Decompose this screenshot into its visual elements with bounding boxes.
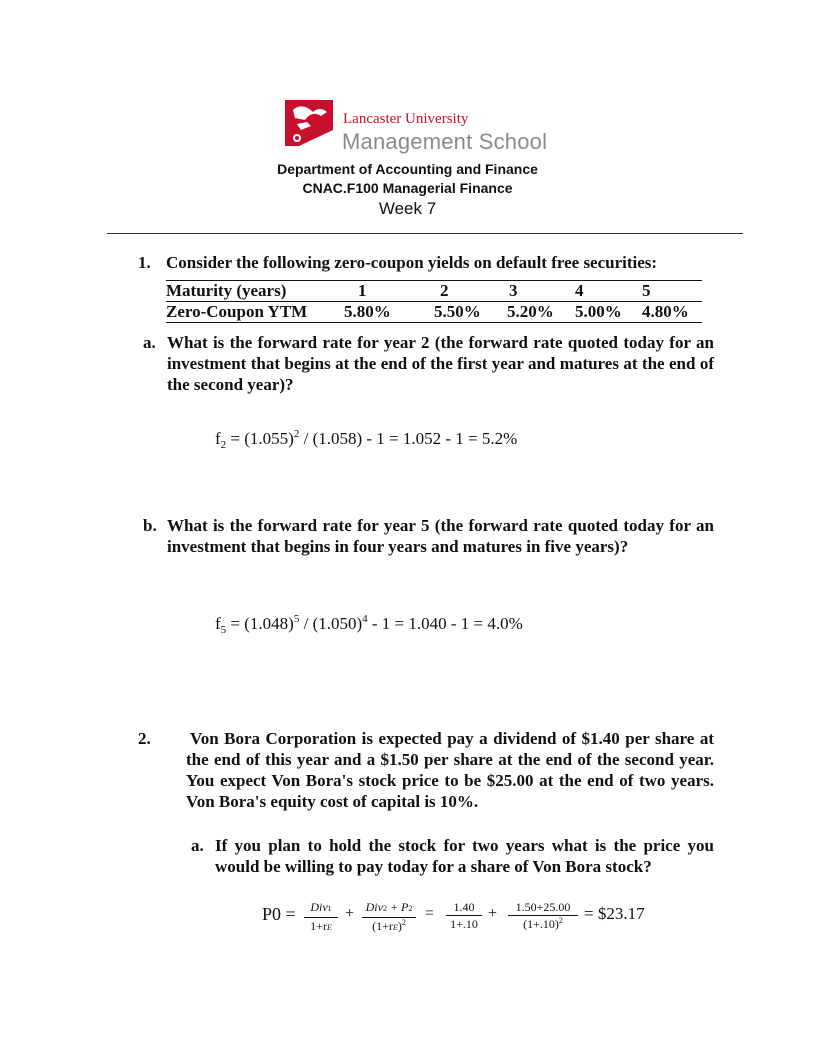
school-name: Management School <box>342 129 548 154</box>
week-label: Week 7 <box>378 199 437 218</box>
frac-sub: E <box>326 923 332 932</box>
equals-sign: = <box>425 905 435 922</box>
frac-den: 1+.10 <box>450 917 478 931</box>
p0-label: P0 = <box>262 904 296 924</box>
table-cell: 5.80% <box>344 302 434 323</box>
maturity-row <box>166 281 702 302</box>
frac-den: 1+r <box>310 919 327 933</box>
lancaster-logo <box>285 100 333 146</box>
result-value: = $23.17 <box>584 904 645 923</box>
frac-exp: 2 <box>558 916 563 925</box>
frac-den: (1+.10) <box>523 917 559 931</box>
formula-part: - 1 = 1.040 - 1 = 4.0% <box>367 614 523 633</box>
table-cell: 4 <box>575 281 642 302</box>
university-name: Lancaster University <box>343 111 469 127</box>
q1b-label: b. <box>143 516 157 535</box>
frac-num: Div <box>310 900 328 914</box>
table-cell: 1 <box>344 281 434 302</box>
fraction-140 <box>446 900 482 931</box>
formula-part: / (1.058) - 1 = 1.052 - 1 = 5.2% <box>299 429 518 448</box>
table-cell: 5.50% <box>434 302 507 323</box>
department-title: Department of Accounting and Finance <box>277 161 538 177</box>
fraction-div2 <box>362 900 416 935</box>
frac-num: 1.50+25.00 <box>515 900 571 914</box>
table-cell: 5.00% <box>575 302 642 323</box>
formula-subscript: 2 <box>220 439 227 451</box>
table-cell: 4.80% <box>642 302 702 323</box>
row-label: Maturity (years) <box>166 281 344 302</box>
q2a-text: If you plan to hold the stock for two years what is the price you would be willing to pay today for a share of Von Bora stock? <box>215 836 714 876</box>
q2-text: Von Bora Corporation is expected pay a dividend of $1.40 per share at the end of this year and a $1.50 per share at the end of the second year. You expect Von Bora's stock price to be $25.00 at the end of two years. Von Bora's equity cost of capital is 10%. <box>186 729 714 811</box>
q2a-label: a. <box>191 836 204 855</box>
yield-row <box>166 302 702 323</box>
frac-sub: 1 <box>327 904 332 913</box>
frac-sub: 2 <box>382 904 387 913</box>
plus-sign: + <box>345 905 355 922</box>
yields-table <box>166 280 702 323</box>
q1-prompt: Consider the following zero-coupon yields on default free securities: <box>166 253 658 272</box>
q2-number: 2. <box>138 729 151 748</box>
frac-sub: E <box>392 923 398 932</box>
q1a-formula <box>215 429 517 449</box>
table-cell: 5.20% <box>507 302 575 323</box>
formula-exponent: 5 <box>293 613 300 625</box>
formula-var: f <box>215 614 221 633</box>
plus-sign: + <box>488 905 498 922</box>
formula-subscript: 5 <box>220 624 227 636</box>
table-cell: 5 <box>642 281 702 302</box>
frac-exp: 2 <box>401 918 406 927</box>
q1b-text: What is the forward rate for year 5 (the forward rate quoted today for an investment that begins in four years and matures in five years)? <box>167 516 714 556</box>
frac-sub: 2 <box>408 904 413 913</box>
formula-var: f <box>215 429 221 448</box>
q1a-text: What is the forward rate for year 2 (the forward rate quoted today for an investment that begins at the end of the first year and matures at the end of the second year)? <box>167 333 714 394</box>
formula-part: = (1.055) <box>226 429 294 448</box>
formula-exponent: 2 <box>293 428 300 440</box>
q1b-formula <box>215 614 523 634</box>
frac-num: 1.40 <box>453 900 475 914</box>
formula-part: / (1.050) <box>299 614 363 633</box>
formula-part: = (1.048) <box>226 614 294 633</box>
fraction-div1 <box>304 900 338 935</box>
formula-exponent: 4 <box>362 613 368 625</box>
table-cell: 3 <box>507 281 575 302</box>
q1a-label: a. <box>143 333 156 352</box>
table-cell: 2 <box>434 281 507 302</box>
frac-den: (1+r <box>372 919 393 933</box>
q1-number: 1. <box>138 253 151 272</box>
fraction-2650 <box>508 900 578 933</box>
course-title: CNAC.F100 Managerial Finance <box>302 180 513 196</box>
frac-den-tail: ) <box>397 919 402 933</box>
frac-num: Div <box>365 900 383 914</box>
header-divider <box>107 233 743 234</box>
frac-num-tail: + P <box>386 900 409 914</box>
row-label: Zero-Coupon YTM <box>166 302 344 323</box>
